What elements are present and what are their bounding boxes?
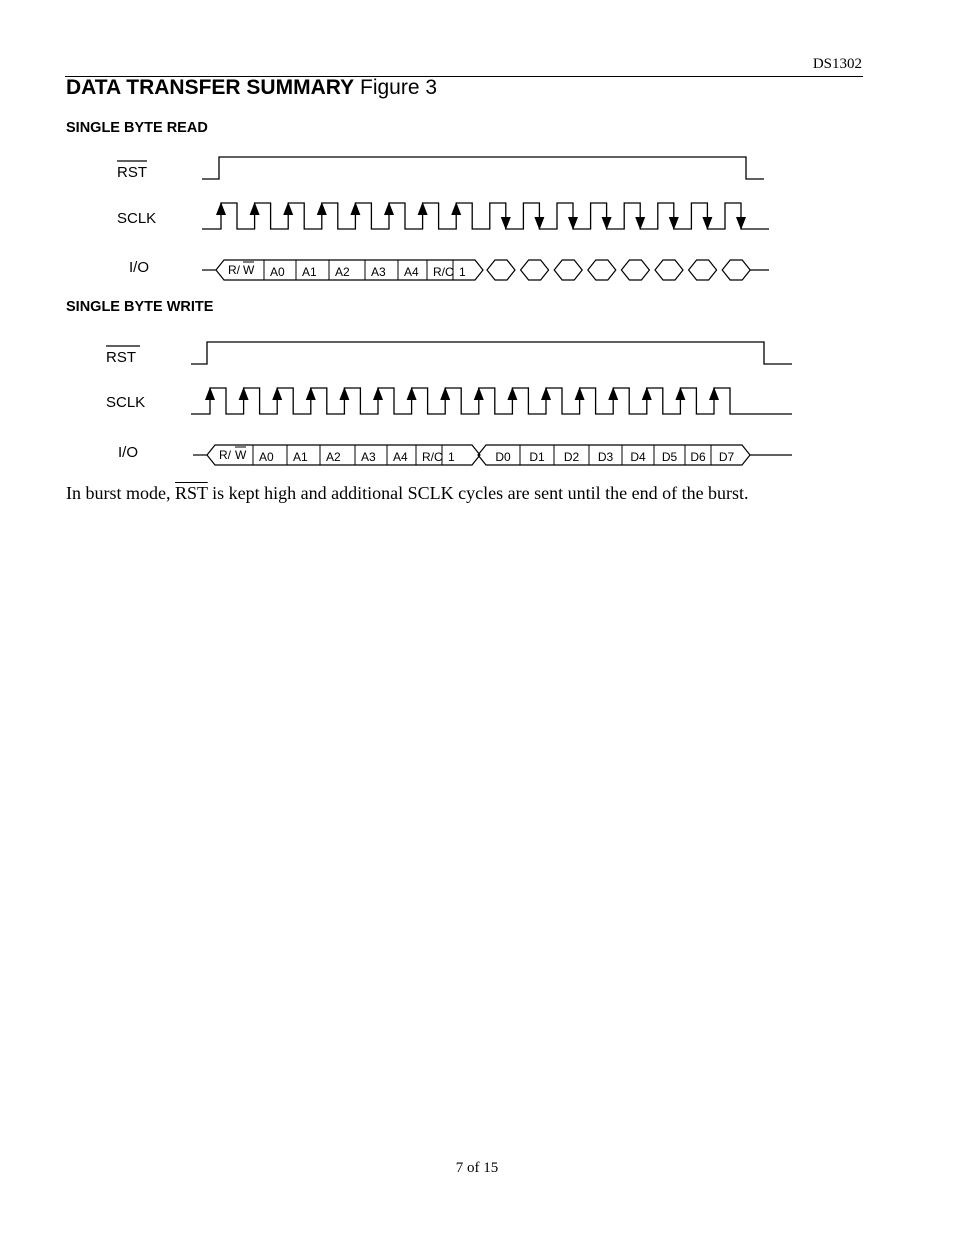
- write-rw-r: R/: [219, 448, 231, 462]
- caption-post: is kept high and additional SCLK cycles are sent until the end of the burst.: [207, 483, 749, 503]
- read-io-waveform: [202, 260, 769, 280]
- write-io-field: D7: [718, 450, 735, 464]
- write-io-field: A1: [293, 450, 308, 464]
- page-number: 7 of 15: [455, 1160, 499, 1176]
- caption-rst: $\overline{RST}$: [174, 483, 208, 503]
- read-sclk-edge-arrow: [736, 217, 746, 230]
- read-io-data-slot: [554, 260, 582, 280]
- write-sclk-edge-arrow: [474, 387, 484, 400]
- write-io-label: I/O: [118, 444, 139, 461]
- read-io-field: A2: [335, 265, 350, 279]
- caption-pre: In burst mode,: [66, 483, 175, 503]
- figure-title-rest: Figure 3: [354, 76, 438, 99]
- write-sclk-edge-arrow: [205, 387, 215, 400]
- write-sclk-edge-arrow: [306, 387, 316, 400]
- read-io-field: A4: [404, 265, 419, 279]
- write-sclk-edge-arrow: [642, 387, 652, 400]
- write-io-field: R/C: [422, 450, 443, 464]
- write-sclk-edge-arrow: [709, 387, 719, 400]
- write-io-field: D1: [529, 450, 545, 464]
- write-io-waveform: [193, 445, 792, 465]
- read-sclk-edge-arrow: [602, 217, 612, 230]
- read-io-field: A1: [302, 265, 317, 279]
- write-io-field: D0: [495, 450, 511, 464]
- write-sclk-edge-arrow: [407, 387, 417, 400]
- read-timing-diagram: [0, 140, 954, 300]
- read-io-data-slot: [588, 260, 616, 280]
- read-sclk-edge-arrow: [702, 217, 712, 230]
- part-number: DS1302: [812, 56, 862, 72]
- write-io-field: A0: [259, 450, 274, 464]
- read-sclk-edge-arrow: [283, 202, 293, 215]
- read-sclk-edge-arrow: [418, 202, 428, 215]
- read-sclk-edge-arrow: [501, 217, 511, 230]
- write-rst-waveform: [191, 342, 792, 364]
- write-io-field: A2: [326, 450, 341, 464]
- write-sclk-trace: [191, 388, 792, 414]
- write-sclk-edge-arrow: [373, 387, 383, 400]
- read-io-field: R/C: [433, 265, 454, 279]
- write-io-field: D4: [630, 450, 646, 464]
- read-sclk-edge-arrow: [451, 202, 461, 215]
- write-io-field: 1: [448, 450, 455, 464]
- figure-title-bold: DATA TRANSFER SUMMARY: [66, 76, 355, 99]
- read-io-data-slot: [487, 260, 515, 280]
- read-sclk-edge-arrow: [384, 202, 394, 215]
- read-io-data-slot: [655, 260, 683, 280]
- read-sclk-waveform: [202, 202, 769, 230]
- write-io-field: D6: [690, 450, 706, 464]
- write-io-data-bus: [478, 445, 750, 465]
- read-sclk-edge-arrow: [669, 217, 679, 230]
- write-sclk-edge-arrow: [272, 387, 282, 400]
- write-sclk-waveform: [191, 387, 792, 414]
- write-io-field: D2: [563, 450, 580, 464]
- read-sclk-edge-arrow: [534, 217, 544, 230]
- read-io-label: I/O: [129, 259, 150, 276]
- write-io-field: D5: [661, 450, 678, 464]
- write-rst-label: RST: [106, 349, 136, 366]
- write-io-field: D3: [597, 450, 614, 464]
- read-io-field: A3: [371, 265, 386, 279]
- read-io-data-slot: [689, 260, 717, 280]
- write-sclk-edge-arrow: [507, 387, 517, 400]
- read-sclk-edge-arrow: [635, 217, 645, 230]
- read-rw-w: W: [243, 263, 255, 277]
- write-sclk-edge-arrow: [339, 387, 349, 400]
- write-sclk-edge-arrow: [608, 387, 618, 400]
- write-io-field: A4: [393, 450, 408, 464]
- write-sclk-label: SCLK: [106, 394, 146, 411]
- write-io-field: A3: [361, 450, 376, 464]
- write-sclk-edge-arrow: [440, 387, 450, 400]
- read-io-field: A0: [270, 265, 285, 279]
- write-timing-diagram: [0, 325, 954, 485]
- read-io-data-slot: [722, 260, 750, 280]
- figure-title: [66, 76, 437, 100]
- read-io-data-slot: [621, 260, 649, 280]
- read-sclk-edge-arrow: [216, 202, 226, 215]
- read-rst-waveform: [202, 157, 764, 179]
- read-rst-label: RST: [117, 164, 147, 181]
- write-rw-w: W: [235, 448, 247, 462]
- write-sclk-edge-arrow: [575, 387, 585, 400]
- write-sclk-edge-arrow: [675, 387, 685, 400]
- burst-mode-caption: [66, 483, 749, 504]
- read-sclk-edge-arrow: [317, 202, 327, 215]
- read-section-title: SINGLE BYTE READ: [66, 120, 208, 136]
- read-io-field: 1: [459, 265, 466, 279]
- read-rw-r: R/: [228, 263, 240, 277]
- read-sclk-edge-arrow: [568, 217, 578, 230]
- write-sclk-edge-arrow: [541, 387, 551, 400]
- read-sclk-edge-arrow: [350, 202, 360, 215]
- write-section-title: SINGLE BYTE WRITE: [66, 299, 214, 315]
- read-io-data-slot: [521, 260, 549, 280]
- read-sclk-label: SCLK: [117, 210, 157, 227]
- read-sclk-edge-arrow: [250, 202, 260, 215]
- write-sclk-edge-arrow: [239, 387, 249, 400]
